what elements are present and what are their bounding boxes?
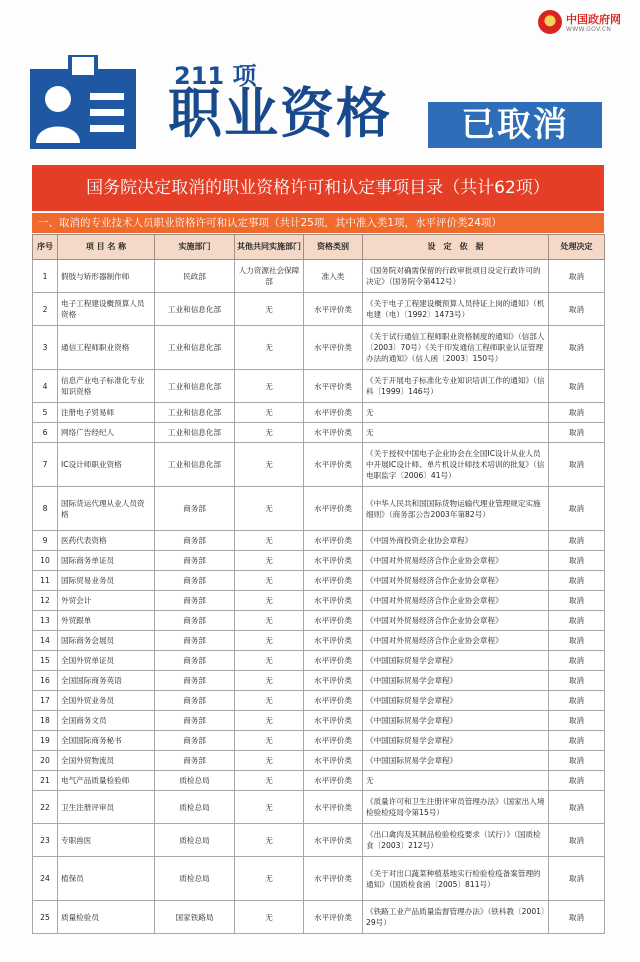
legal-basis: 《关于开展电子标准化专业知识培训工作的通知》（信科〔1999〕146号） [363, 370, 549, 403]
implementing-dept: 商务部 [155, 531, 235, 551]
co-implementing-dept: 无 [235, 751, 304, 771]
qualification-type: 水平评价类 [304, 591, 363, 611]
qualification-type: 水平评价类 [304, 293, 363, 326]
decision: 取消 [549, 370, 605, 403]
legal-basis: 《关于对出口蔬菜种植基地实行检验检疫备案管理的通知》（国质检食函〔2005〕811号） [363, 857, 549, 901]
co-implementing-dept: 无 [235, 591, 304, 611]
decision: 取消 [549, 671, 605, 691]
implementing-dept: 工业和信息化部 [155, 443, 235, 487]
legal-basis: 《中国国际贸易学会章程》 [363, 711, 549, 731]
row-number: 12 [33, 591, 58, 611]
row-number: 9 [33, 531, 58, 551]
implementing-dept: 国家铁路局 [155, 901, 235, 934]
legal-basis: 《中国对外贸易经济合作企业协会章程》 [363, 631, 549, 651]
qualification-name: IC设计师职业资格 [58, 443, 155, 487]
co-implementing-dept: 无 [235, 691, 304, 711]
co-implementing-dept: 无 [235, 791, 304, 824]
decision: 取消 [549, 857, 605, 901]
header-decision: 处理决定 [549, 235, 605, 260]
qualification-type: 水平评价类 [304, 771, 363, 791]
co-implementing-dept: 无 [235, 551, 304, 571]
row-number: 23 [33, 824, 58, 857]
legal-basis: 无 [363, 403, 549, 423]
co-implementing-dept: 无 [235, 571, 304, 591]
implementing-dept: 质检总局 [155, 771, 235, 791]
table-row [33, 260, 605, 293]
qualification-name: 全国外贸物流员 [58, 751, 155, 771]
co-implementing-dept: 无 [235, 631, 304, 651]
co-implementing-dept: 无 [235, 293, 304, 326]
implementing-dept: 工业和信息化部 [155, 293, 235, 326]
qualification-name: 全国国际商务英语 [58, 671, 155, 691]
implementing-dept: 商务部 [155, 731, 235, 751]
legal-basis: 无 [363, 423, 549, 443]
qualification-type: 水平评价类 [304, 326, 363, 370]
national-emblem-icon [538, 10, 562, 34]
co-implementing-dept: 无 [235, 731, 304, 751]
decision: 取消 [549, 551, 605, 571]
row-number: 19 [33, 731, 58, 751]
decision: 取消 [549, 403, 605, 423]
qualification-type: 水平评价类 [304, 751, 363, 771]
table-row [33, 293, 605, 326]
decision: 取消 [549, 771, 605, 791]
implementing-dept: 工业和信息化部 [155, 370, 235, 403]
implementing-dept: 商务部 [155, 711, 235, 731]
page-title: 职业资格 [168, 82, 392, 145]
table-row [33, 671, 605, 691]
co-implementing-dept: 无 [235, 771, 304, 791]
decision: 取消 [549, 651, 605, 671]
legal-basis: 无 [363, 771, 549, 791]
row-number: 21 [33, 771, 58, 791]
qualification-table [32, 234, 605, 934]
table-row [33, 631, 605, 651]
legal-basis: 《关于电子工程建设概预算人员持证上岗的通知》（机电建（电）〔1992〕1473号） [363, 293, 549, 326]
row-number: 8 [33, 487, 58, 531]
qualification-name: 通信工程师职业资格 [58, 326, 155, 370]
row-number: 11 [33, 571, 58, 591]
row-number: 5 [33, 403, 58, 423]
decision: 取消 [549, 631, 605, 651]
decision: 取消 [549, 791, 605, 824]
implementing-dept: 商务部 [155, 591, 235, 611]
table-row [33, 651, 605, 671]
co-implementing-dept: 无 [235, 370, 304, 403]
implementing-dept: 商务部 [155, 691, 235, 711]
table-row [33, 791, 605, 824]
decision: 取消 [549, 691, 605, 711]
implementing-dept: 质检总局 [155, 824, 235, 857]
row-number: 25 [33, 901, 58, 934]
row-number: 17 [33, 691, 58, 711]
qualification-type: 水平评价类 [304, 571, 363, 591]
table-row [33, 591, 605, 611]
decision: 取消 [549, 260, 605, 293]
decision: 取消 [549, 611, 605, 631]
decision: 取消 [549, 293, 605, 326]
table-body [33, 260, 605, 934]
section-banner: 国务院决定取消的职业资格许可和认定事项目录（共计62项） [32, 165, 604, 211]
implementing-dept: 商务部 [155, 571, 235, 591]
qualification-type: 水平评价类 [304, 824, 363, 857]
qualification-type: 水平评价类 [304, 691, 363, 711]
qualification-type: 准入类 [304, 260, 363, 293]
co-implementing-dept: 无 [235, 326, 304, 370]
qualification-name: 外贸会计 [58, 591, 155, 611]
table-row [33, 551, 605, 571]
qualification-name: 电气产品质量检验师 [58, 771, 155, 791]
implementing-dept: 商务部 [155, 651, 235, 671]
qualification-type: 水平评价类 [304, 423, 363, 443]
row-number: 24 [33, 857, 58, 901]
row-number: 10 [33, 551, 58, 571]
table-row [33, 326, 605, 370]
logo-text: 中国政府网 [566, 13, 621, 26]
implementing-dept: 工业和信息化部 [155, 423, 235, 443]
qualification-type: 水平评价类 [304, 531, 363, 551]
table-row [33, 691, 605, 711]
legal-basis: 《中国对外贸易经济合作企业协会章程》 [363, 551, 549, 571]
legal-basis: 《中华人民共和国国际货物运输代理业管理规定实施细则》（商务部公告2003年第82号） [363, 487, 549, 531]
qualification-type: 水平评价类 [304, 857, 363, 901]
legal-basis: 《中国国际贸易学会章程》 [363, 731, 549, 751]
qualification-name: 专职兽医 [58, 824, 155, 857]
co-implementing-dept: 无 [235, 443, 304, 487]
implementing-dept: 工业和信息化部 [155, 403, 235, 423]
co-implementing-dept: 无 [235, 423, 304, 443]
category-subtitle: 一、取消的专业技术人员职业资格许可和认定事项（共计25项，其中准入类1项，水平评价类24项） [32, 213, 604, 233]
decision: 取消 [549, 711, 605, 731]
decision: 取消 [549, 443, 605, 487]
header-type: 资格类别 [304, 235, 363, 260]
qualification-type: 水平评价类 [304, 370, 363, 403]
qualification-name: 质量检验员 [58, 901, 155, 934]
decision: 取消 [549, 901, 605, 934]
table-row [33, 370, 605, 403]
qualification-name: 信息产业电子标准化专业知识资格 [58, 370, 155, 403]
header-no: 序号 [33, 235, 58, 260]
qualification-type: 水平评价类 [304, 403, 363, 423]
implementing-dept: 商务部 [155, 487, 235, 531]
header-name: 项 目 名 称 [58, 235, 155, 260]
decision: 取消 [549, 824, 605, 857]
qualification-type: 水平评价类 [304, 671, 363, 691]
co-implementing-dept: 无 [235, 403, 304, 423]
decision: 取消 [549, 531, 605, 551]
id-card-icon [30, 55, 136, 151]
legal-basis: 《中国国际贸易学会章程》 [363, 691, 549, 711]
table-row [33, 423, 605, 443]
hero-header [0, 40, 640, 156]
legal-basis: 《国务院对确需保留的行政审批项目设定行政许可的决定》（国务院令第412号） [363, 260, 549, 293]
table-row [33, 487, 605, 531]
implementing-dept: 质检总局 [155, 857, 235, 901]
row-number: 16 [33, 671, 58, 691]
qualification-type: 水平评价类 [304, 631, 363, 651]
table-row [33, 731, 605, 751]
row-number: 13 [33, 611, 58, 631]
gov-cn-logo[interactable] [538, 10, 634, 38]
header-dept: 实施部门 [155, 235, 235, 260]
co-implementing-dept: 无 [235, 611, 304, 631]
row-number: 2 [33, 293, 58, 326]
qualification-type: 水平评价类 [304, 651, 363, 671]
qualification-type: 水平评价类 [304, 731, 363, 751]
table-row [33, 443, 605, 487]
qualification-name: 国际商务单证员 [58, 551, 155, 571]
qualification-type: 水平评价类 [304, 487, 363, 531]
qualification-name: 国际贸易业务员 [58, 571, 155, 591]
co-implementing-dept: 无 [235, 901, 304, 934]
implementing-dept: 商务部 [155, 631, 235, 651]
co-implementing-dept: 无 [235, 531, 304, 551]
qualification-name: 全国外贸单证员 [58, 651, 155, 671]
legal-basis: 《出口禽肉及其制品检验检疫要求（试行）》（国质检食〔2003〕212号） [363, 824, 549, 857]
qualification-name: 全国外贸业务员 [58, 691, 155, 711]
logo-url: WWW.GOV.CN [566, 26, 612, 33]
co-implementing-dept: 人力资源社会保障部 [235, 260, 304, 293]
qualification-name: 全国商务文员 [58, 711, 155, 731]
table-row [33, 901, 605, 934]
row-number: 4 [33, 370, 58, 403]
implementing-dept: 商务部 [155, 611, 235, 631]
decision: 取消 [549, 423, 605, 443]
qualification-name: 外贸跟单 [58, 611, 155, 631]
row-number: 15 [33, 651, 58, 671]
implementing-dept: 工业和信息化部 [155, 326, 235, 370]
implementing-dept: 商务部 [155, 551, 235, 571]
decision: 取消 [549, 751, 605, 771]
row-number: 6 [33, 423, 58, 443]
qualification-type: 水平评价类 [304, 711, 363, 731]
qualification-name: 假肢与矫形器制作师 [58, 260, 155, 293]
legal-basis: 《中国对外贸易经济合作企业协会章程》 [363, 611, 549, 631]
table-row [33, 711, 605, 731]
qualification-name: 国际货运代理从业人员资格 [58, 487, 155, 531]
co-implementing-dept: 无 [235, 487, 304, 531]
implementing-dept: 商务部 [155, 671, 235, 691]
table-row [33, 403, 605, 423]
decision: 取消 [549, 571, 605, 591]
table-row [33, 531, 605, 551]
qualification-name: 国际商务会展员 [58, 631, 155, 651]
legal-basis: 《关于试行通信工程师职业资格制度的通知》（信部人〔2003〕70号）《关于印发通信工程师职业认证管理办法的通知》（信人函〔2003〕150号） [363, 326, 549, 370]
table-row [33, 857, 605, 901]
qualification-name: 卫生注册评审员 [58, 791, 155, 824]
qualification-name: 注册电子贸易师 [58, 403, 155, 423]
qualification-name: 网络广告经纪人 [58, 423, 155, 443]
table-row [33, 751, 605, 771]
legal-basis: 《中国国际贸易学会章程》 [363, 751, 549, 771]
implementing-dept: 民政部 [155, 260, 235, 293]
table-row [33, 611, 605, 631]
row-number: 20 [33, 751, 58, 771]
decision: 取消 [549, 487, 605, 531]
status-badge: 已取消 [428, 102, 602, 148]
row-number: 3 [33, 326, 58, 370]
legal-basis: 《铁路工业产品质量监督管理办法》（铁科教〔2001〕29号） [363, 901, 549, 934]
decision: 取消 [549, 326, 605, 370]
table-row [33, 771, 605, 791]
table-header-row [33, 235, 605, 260]
co-implementing-dept: 无 [235, 857, 304, 901]
legal-basis: 《关于授权中国电子企业协会在全国IC设计从业人员中开展IC设计师、单片机设计师技术培训的批复》（信电职监字〔2006〕41号） [363, 443, 549, 487]
qualification-name: 植保员 [58, 857, 155, 901]
row-number: 7 [33, 443, 58, 487]
table-row [33, 571, 605, 591]
legal-basis: 《中国对外贸易经济合作企业协会章程》 [363, 571, 549, 591]
row-number: 22 [33, 791, 58, 824]
implementing-dept: 商务部 [155, 751, 235, 771]
co-implementing-dept: 无 [235, 671, 304, 691]
co-implementing-dept: 无 [235, 824, 304, 857]
qualification-type: 水平评价类 [304, 443, 363, 487]
co-implementing-dept: 无 [235, 651, 304, 671]
co-implementing-dept: 无 [235, 711, 304, 731]
qualification-name: 全国国际商务秘书 [58, 731, 155, 751]
qualification-type: 水平评价类 [304, 901, 363, 934]
legal-basis: 《中国国际贸易学会章程》 [363, 671, 549, 691]
qualification-type: 水平评价类 [304, 551, 363, 571]
row-number: 18 [33, 711, 58, 731]
header-basis: 设 定 依 据 [363, 235, 549, 260]
legal-basis: 《质量许可和卫生注册评审员管理办法》（国家出入境检验检疫局令第15号） [363, 791, 549, 824]
decision: 取消 [549, 731, 605, 751]
legal-basis: 《中国外商投资企业协会章程》 [363, 531, 549, 551]
qualification-name: 医药代表资格 [58, 531, 155, 551]
qualification-type: 水平评价类 [304, 611, 363, 631]
qualification-type: 水平评价类 [304, 791, 363, 824]
implementing-dept: 质检总局 [155, 791, 235, 824]
legal-basis: 《中国国际贸易学会章程》 [363, 651, 549, 671]
header-co-dept: 其他共同实施部门 [235, 235, 304, 260]
legal-basis: 《中国对外贸易经济合作企业协会章程》 [363, 591, 549, 611]
row-number: 1 [33, 260, 58, 293]
table-row [33, 824, 605, 857]
row-number: 14 [33, 631, 58, 651]
decision: 取消 [549, 591, 605, 611]
item-count: 211 项 [174, 62, 257, 90]
qualification-name: 电子工程建设概预算人员资格 [58, 293, 155, 326]
